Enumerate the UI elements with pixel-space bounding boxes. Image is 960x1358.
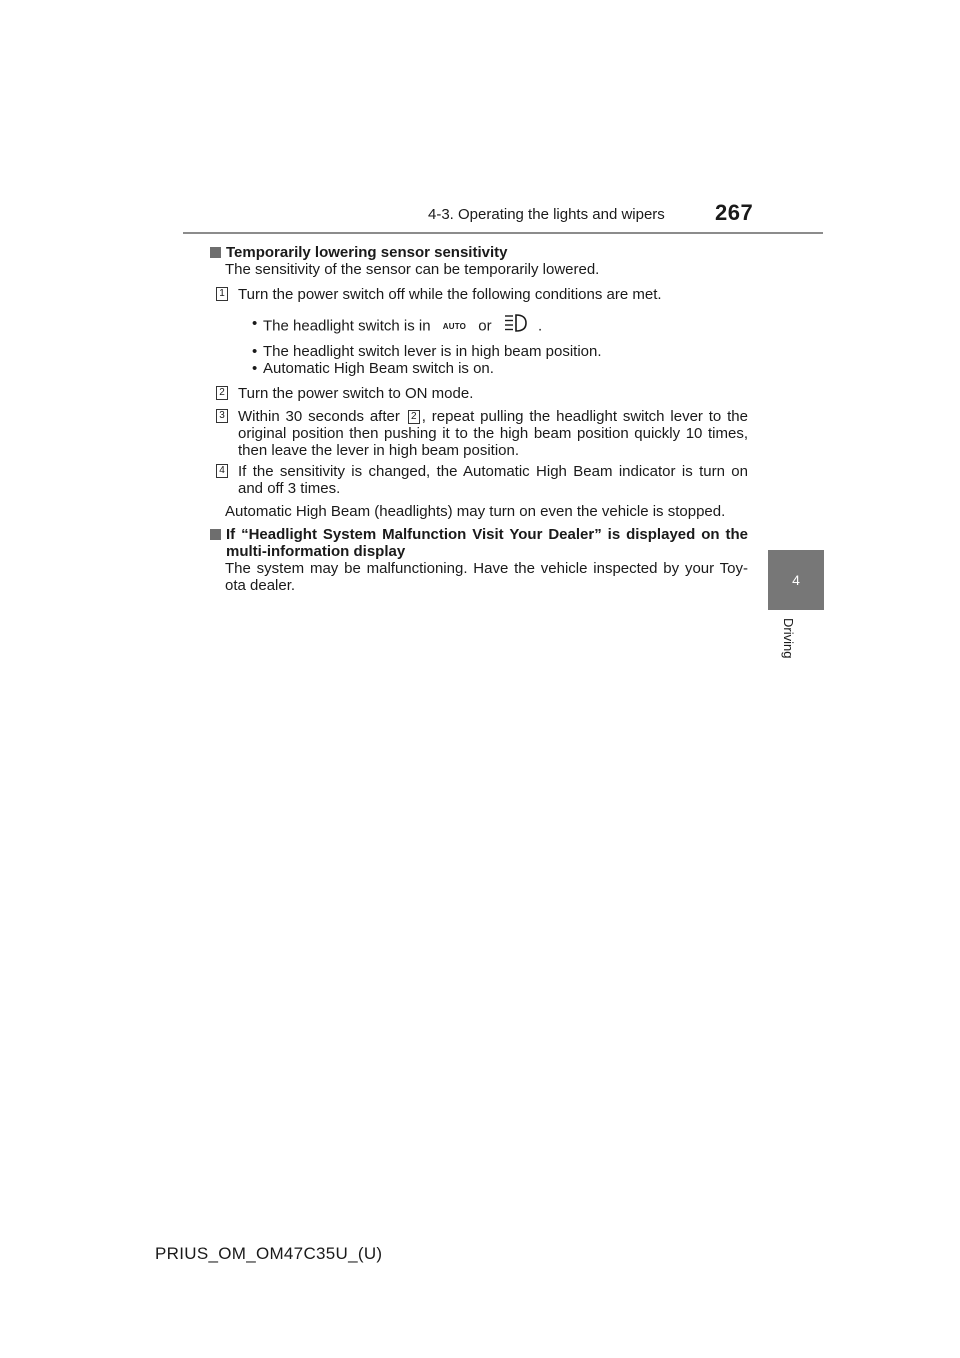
section-heading [208, 244, 748, 261]
list-item: • The headlight switch lever is in high beam position. [252, 343, 602, 360]
heading-text: Temporarily lowering sensor sensitivity [226, 244, 508, 261]
headlight-icon [502, 313, 528, 340]
bullet-icon: • [252, 343, 258, 360]
step-number: 2 [216, 386, 228, 400]
step-number: 3 [216, 409, 228, 423]
document-id: PRIUS_OM_OM47C35U_(U) [155, 1244, 383, 1263]
step-text: Within 30 seconds after [238, 408, 400, 425]
bullet-icon: • [252, 360, 258, 377]
step-1 [208, 286, 748, 303]
page-number: 267 [715, 200, 754, 225]
step-2 [208, 385, 748, 402]
condition-list [208, 313, 748, 377]
chapter-tab[interactable] [768, 550, 824, 610]
header-divider [183, 232, 823, 234]
step-number: 4 [216, 464, 228, 478]
chapter-label: Driving [781, 618, 796, 659]
section-body: The system may be malfunctioning. Have the vehicle inspected by your Toy-ota dealer. [225, 560, 748, 594]
step-number: 1 [216, 287, 228, 301]
step-text: , repeat pulling the headlight switch lever to the original position then pushing it to the high beam position quickly 10 times, then leave the lever in high beam position. [238, 408, 748, 459]
square-bullet-icon [210, 529, 221, 540]
step-4 [208, 463, 748, 497]
step-reference: 2 [408, 410, 420, 424]
step-text: If the sensitivity is changed, the Automatic High Beam indicator is turn on and off 3 times. [238, 463, 748, 497]
step-text: Turn the power switch off while the following conditions are met. [238, 286, 662, 303]
section-intro: The sensitivity of the sensor can be temporarily lowered. [225, 261, 600, 278]
section-heading [208, 526, 748, 560]
bullet-icon: • [252, 315, 258, 332]
step-text: Turn the power switch to ON mode. [238, 385, 474, 402]
auto-icon: AUTO [442, 321, 467, 331]
section-note: Automatic High Beam (headlights) may turn on even the vehicle is stopped. [225, 503, 726, 520]
step-3 [208, 408, 748, 459]
list-item: • The headlight switch is in AUTO or . [252, 313, 748, 340]
section-title: 4-3. Operating the lights and wipers [428, 206, 665, 223]
heading-text: If “Headlight System Malfunction Visit Your Dealer” is displayed on the multi-information display [226, 526, 748, 560]
list-item: • Automatic High Beam switch is on. [252, 360, 494, 377]
square-bullet-icon [210, 247, 221, 258]
page-content [208, 244, 748, 594]
chapter-number: 4 [792, 572, 800, 588]
